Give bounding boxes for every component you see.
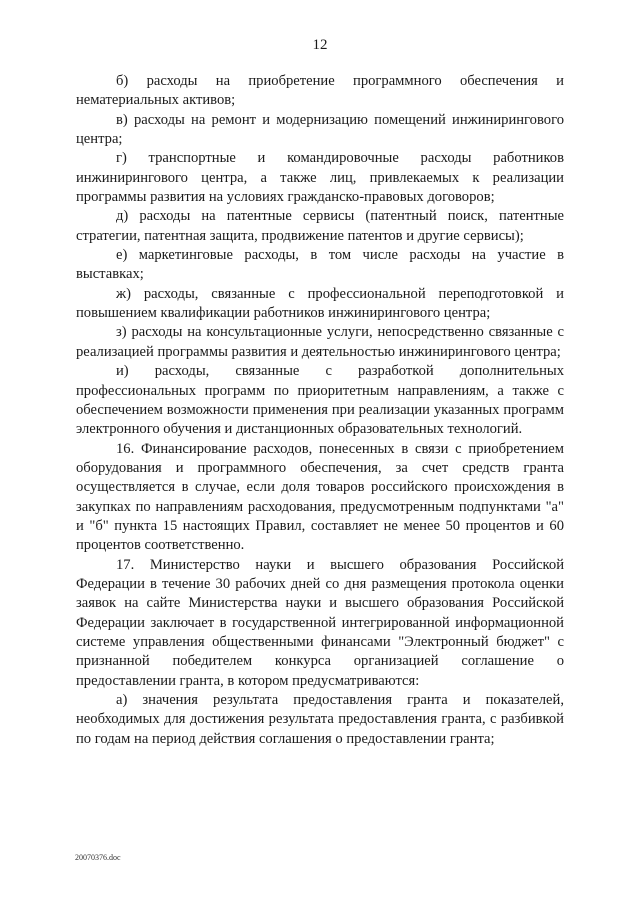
paragraph-i-education-programs: и) расходы, связанные с разработкой дополнительных профессиональных программ по приоритетным направлениям, а также с обеспечением возможности применения при реализации указанных программ электронного обучения и дистанционных образовательных технологий. [76, 363, 564, 438]
paragraph-a-result-values: а) значения результата предоставления гранта и показателей, необходимых для достижения результата предоставления гранта, с разбивкой по годам на период действия соглашения о предоставлении гранта; [76, 692, 564, 747]
paragraph-v-repair-expenses: в) расходы на ремонт и модернизацию помещений инжинирингового центра; [76, 111, 564, 148]
document-body [76, 72, 564, 749]
paragraph-zh-training-expenses: ж) расходы, связанные с профессиональной переподготовкой и повышением квалификации работников инжинирингового центра; [76, 285, 564, 322]
paragraph-b-software-expenses: б) расходы на приобретение программного обеспечения и нематериальных активов; [76, 73, 564, 109]
paragraph-17-agreement: 17. Министерство науки и высшего образования Российской Федерации в течение 30 рабочих дней со дня размещения протокола оценки заявок на сайте Министерства науки и высшего образования Российской Федерации заключает в государственной интегрированной информационной системе управления общественными финансами "Электронный бюджет" с признанной победителем конкурса организацией соглашение о предоставлении гранта, в котором предусматриваются: [76, 556, 564, 689]
paragraph-z-consulting-expenses: з) расходы на консультационные услуги, непосредственно связанные с реализацией программы развития и деятельностью инжинирингового центра; [76, 324, 564, 360]
footer-filename: 20070376.doc [75, 853, 121, 862]
paragraph-g-travel-expenses: г) транспортные и командировочные расходы работников инжинирингового центра, а также лиц, привлекаемых к реализации программы развития на условиях гражданско-правовых договоров; [76, 150, 564, 206]
page-number: 12 [312, 37, 328, 53]
paragraph-e-marketing-expenses: е) маркетинговые расходы, в том числе расходы на участие в выставках; [76, 247, 564, 283]
paragraph-16-financing: 16. Финансирование расходов, понесенных в связи с приобретением оборудования и программного обеспечения, за счет средств гранта осуществляется в случае, если доля товаров российского происхождения в закупках по направлениям расходования, предусмотренным подпунктами "а" и "б" пункта 15 настоящих Правил, составляет не менее 50 процентов и 60 процентов соответственно. [76, 440, 564, 554]
paragraph-d-patent-expenses: д) расходы на патентные сервисы (патентный поиск, патентные стратегии, патентная защита, продвижение патентов и другие сервисы); [76, 208, 564, 244]
